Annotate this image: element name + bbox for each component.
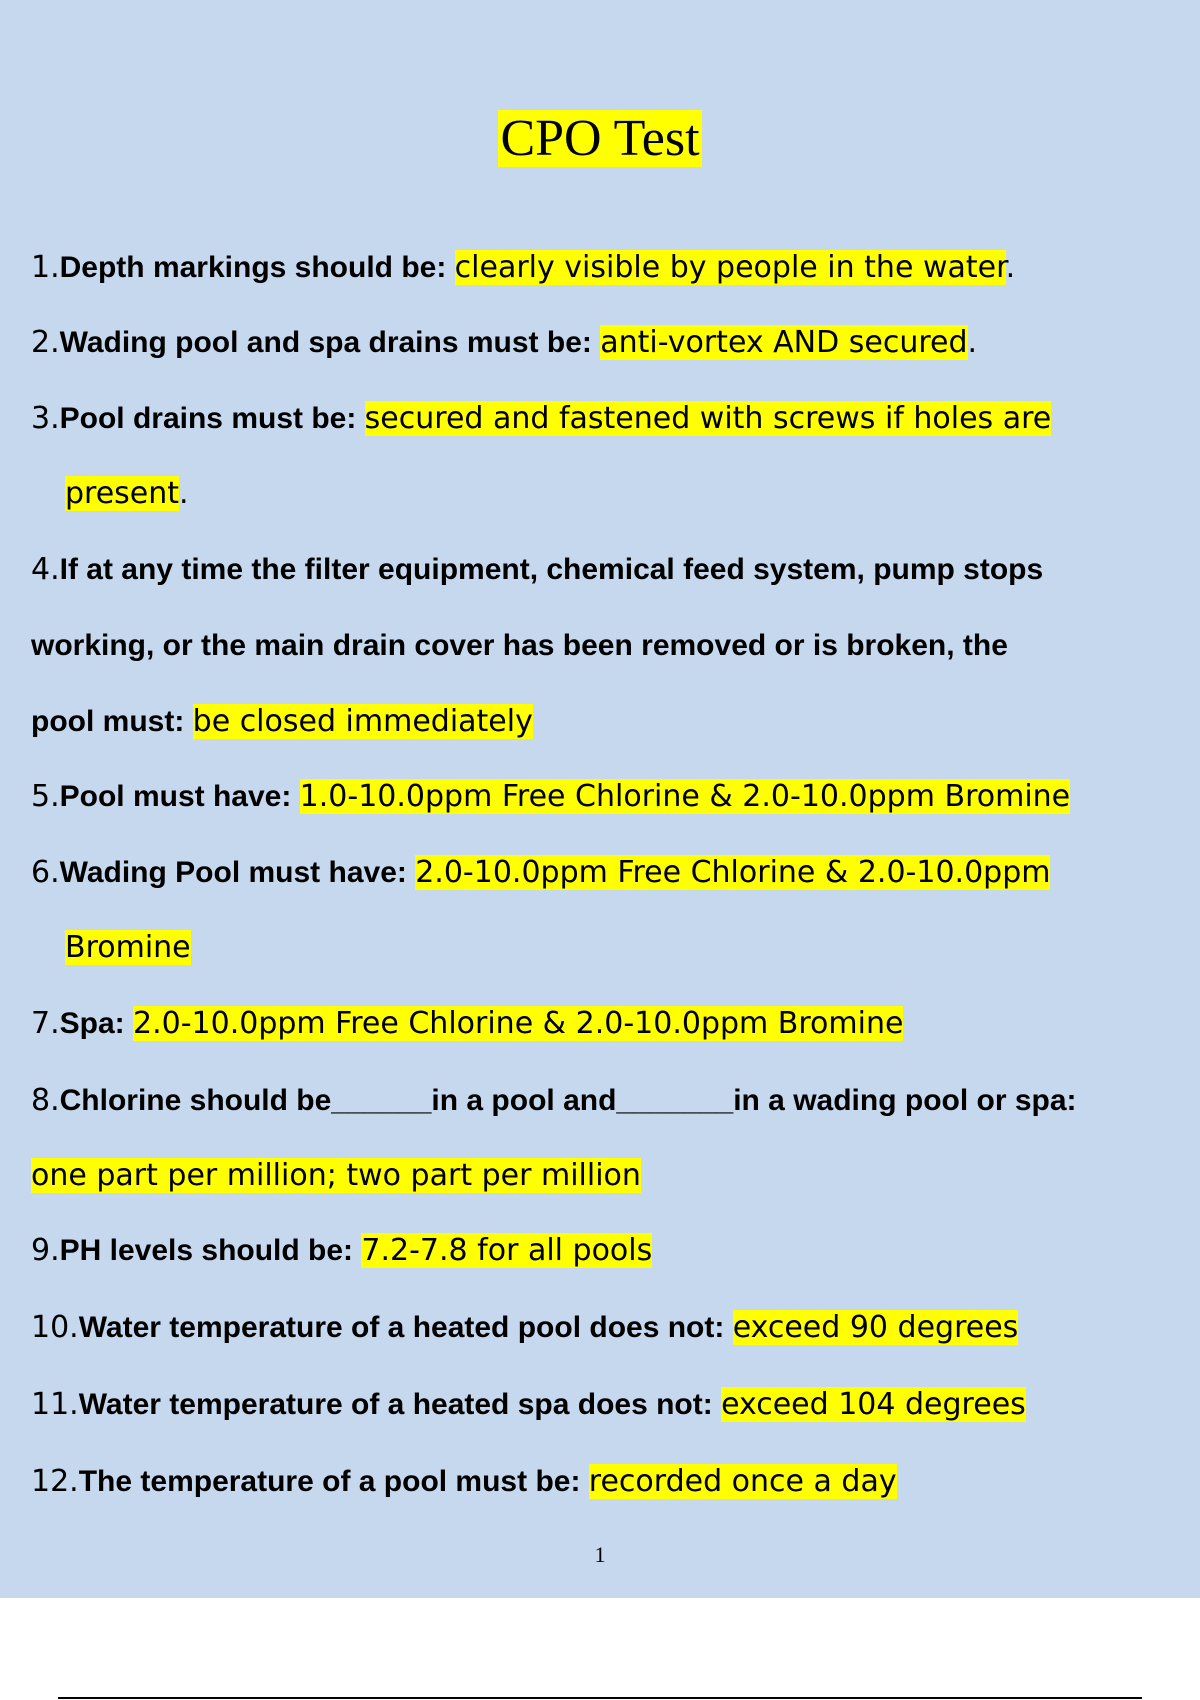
answer-highlight: 1.0-10.0ppm Free Chlorine & 2.0-10.0ppm Bromine [299,779,1071,814]
question-number: 7. [31,1006,60,1041]
question-text: Water temperature of a heated pool does not: [78,1311,733,1344]
answer-highlight: Bromine [65,930,191,965]
question-text: Wading pool and spa drains must be: [59,326,601,359]
question-5 [31,772,1070,822]
question-text: Depth markings should be: [59,251,455,284]
page-number: 1 [594,1542,606,1567]
trailing-punctuation: . [967,325,978,360]
question-text: The temperature of a pool must be: [78,1465,589,1498]
question-text: If at any time the filter equipment, chemical feed system, pump stops [59,553,1044,586]
question-9 [31,1226,652,1276]
question-3-continuation [65,469,189,519]
answer-highlight: clearly visible by people in the water [454,250,1006,285]
trailing-punctuation: . [179,476,189,511]
question-text: Spa: [59,1007,133,1040]
answer-highlight: recorded once a day [588,1464,897,1499]
answer-highlight: exceed 90 degrees [732,1310,1019,1345]
question-number: 4. [31,552,60,587]
page-divider [58,1697,1142,1699]
question-11 [31,1380,1026,1430]
question-text: Wading Pool must have: [59,856,416,889]
question-number: 3. [31,401,60,436]
question-text: pool must: [31,705,193,738]
question-1 [31,243,1015,293]
answer-highlight: 7.2-7.8 for all pools [361,1233,653,1268]
question-6 [31,848,1050,898]
question-text: Pool must have: [59,780,300,813]
question-number: 1. [31,250,60,285]
question-8-answer-line [31,1151,641,1201]
question-4-line-3 [31,697,533,747]
page-title: CPO Test [500,110,700,167]
question-text: Pool drains must be: [59,402,365,435]
trailing-punctuation: . [1005,250,1016,285]
question-8 [31,1076,1077,1126]
question-text: PH levels should be: [59,1234,362,1267]
question-4-line-2 [31,621,1008,671]
question-number: 5. [31,779,60,814]
answer-highlight: 2.0-10.0ppm Free Chlorine & 2.0-10.0ppm Bromine [132,1006,904,1041]
question-number: 2. [31,325,60,360]
question-4 [31,545,1043,595]
question-2 [31,318,977,368]
question-10 [31,1303,1018,1353]
question-number: 10. [31,1310,79,1345]
answer-highlight: 2.0-10.0ppm Free Chlorine & 2.0-10.0ppm [415,855,1051,890]
question-7 [31,999,903,1049]
answer-highlight: be closed immediately [192,704,533,739]
question-text: Water temperature of a heated spa does not: [78,1388,722,1421]
question-number: 11. [31,1387,79,1422]
question-12 [31,1457,897,1507]
question-number: 8. [31,1083,60,1118]
question-text: Chlorine should be______in a pool and_______in a wading pool or spa: [59,1084,1077,1117]
question-number: 6. [31,855,60,890]
answer-highlight: secured and fastened with screws if holes are [364,401,1052,436]
answer-highlight: present [65,476,180,511]
title-container [0,108,1200,170]
question-3 [31,394,1051,444]
answer-highlight: anti-vortex AND secured [600,325,968,360]
answer-highlight: exceed 104 degrees [721,1387,1026,1422]
question-6-continuation [65,923,191,973]
question-number: 9. [31,1233,60,1268]
answer-highlight: one part per million; two part per million [31,1158,641,1193]
question-number: 12. [31,1464,79,1499]
question-text: working, or the main drain cover has been removed or is broken, the [31,629,1008,662]
